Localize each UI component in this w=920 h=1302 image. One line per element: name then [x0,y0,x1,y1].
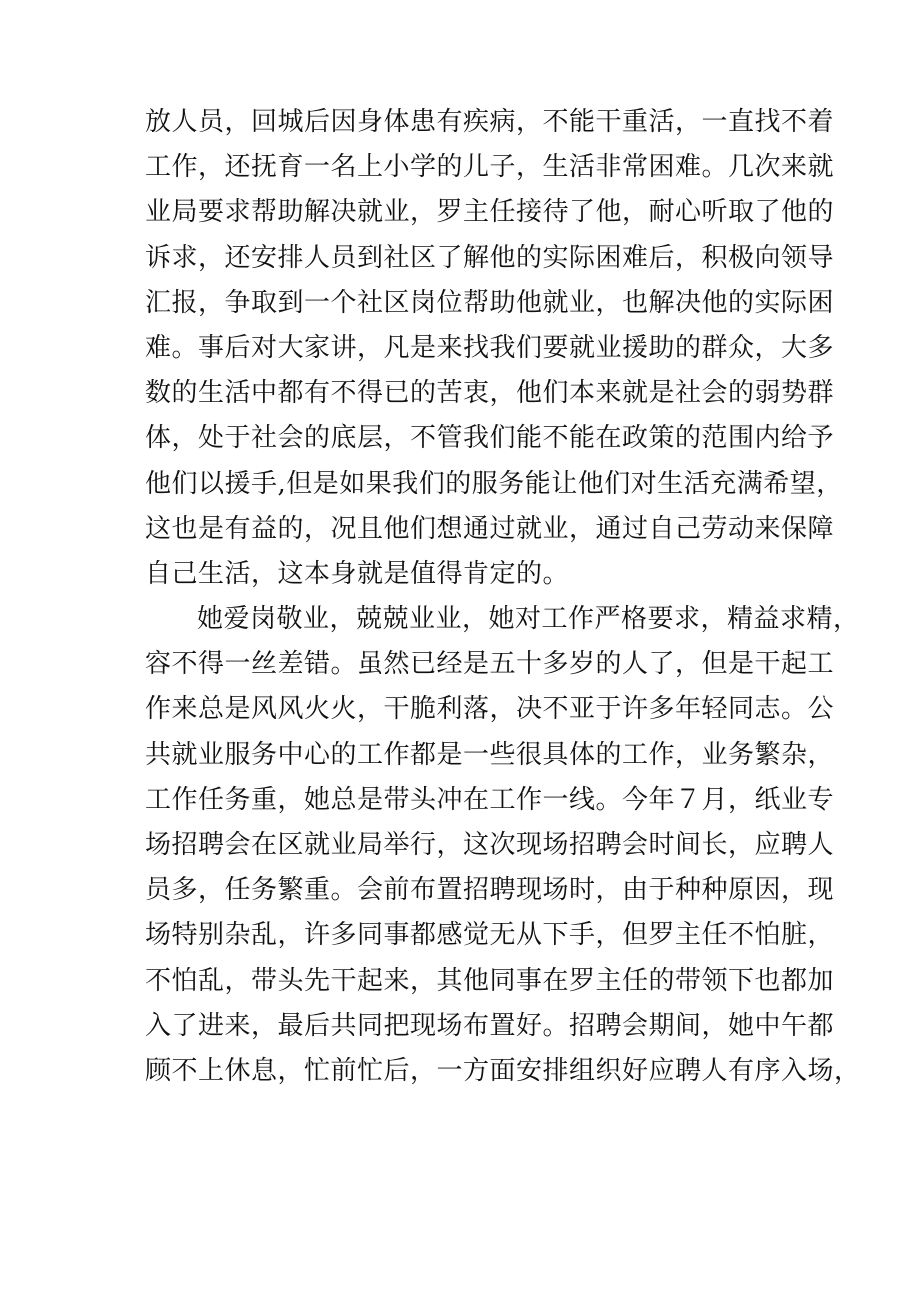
text-line: 场特别杂乱，许多同事都感觉无从下手，但罗主任不怕脏， [145,920,835,951]
text-line: 容不得一丝差错。虽然已经是五十多岁的人了，但是干起工 [145,649,835,680]
text-line: 体，处于社会的底层，不管我们能不能在政策的范围内给予 [145,423,835,454]
text-line: 数的生活中都有不得已的苦衷，他们本来就是社会的弱势群 [145,378,835,409]
text-line: 这也是有益的，况且他们想通过就业，通过自己劳动来保障 [145,513,835,544]
paragraph-1 [145,100,843,597]
text-line: 诉求，还安排人员到社区了解他的实际困难后，积极向领导 [145,242,835,273]
text-line: 作来总是风风火火，干脆利落，决不亚于许多年轻同志。公 [145,694,835,725]
text-line: 不怕乱，带头先干起来，其他同事在罗主任的带领下也都加 [145,965,835,996]
text-line: 场招聘会在区就业局举行，这次现场招聘会时间长，应聘人 [145,830,835,860]
text-line: 工作，还抚育一名上小学的儿子，生活非常困难。几次来就 [145,152,835,183]
text-line: 自己生活，这本身就是值得肯定的。 [145,558,570,589]
text-line: 汇报，争取到一个社区岗位帮助他就业，也解决他的实际困 [145,287,835,318]
text-line: 顾不上休息，忙前忙后，一方面安排组织好应聘人有序入场， [145,1055,861,1086]
text-line: 他们以援手,但是如果我们的服务能让他们对生活充满希望， [145,468,843,499]
text-line: 共就业服务中心的工作都是一些很具体的工作，业务繁杂， [145,739,835,770]
text-line: 员多，任务繁重。会前布置招聘现场时，由于种种原因，现 [145,875,835,906]
text-line: 放人员，回城后因身体患有疾病，不能干重活，一直找不着 [145,107,835,137]
paragraph-2 [145,597,861,1094]
text-line: 入了进来，最后共同把现场布置好。招聘会期间，她中午都 [145,1010,835,1041]
text-line: 业局要求帮助解决就业，罗主任接待了他，耐心听取了他的 [145,197,835,228]
body-text [145,100,861,1094]
text-line: 难。事后对大家讲，凡是来找我们要就业援助的群众，大多 [145,332,835,363]
text-line: 工作任务重，她总是带头冲在工作一线。今年７月，纸业专 [145,784,835,815]
text-line: 她爱岗敬业，兢兢业业，她对工作严格要求，精益求精， [197,604,860,635]
